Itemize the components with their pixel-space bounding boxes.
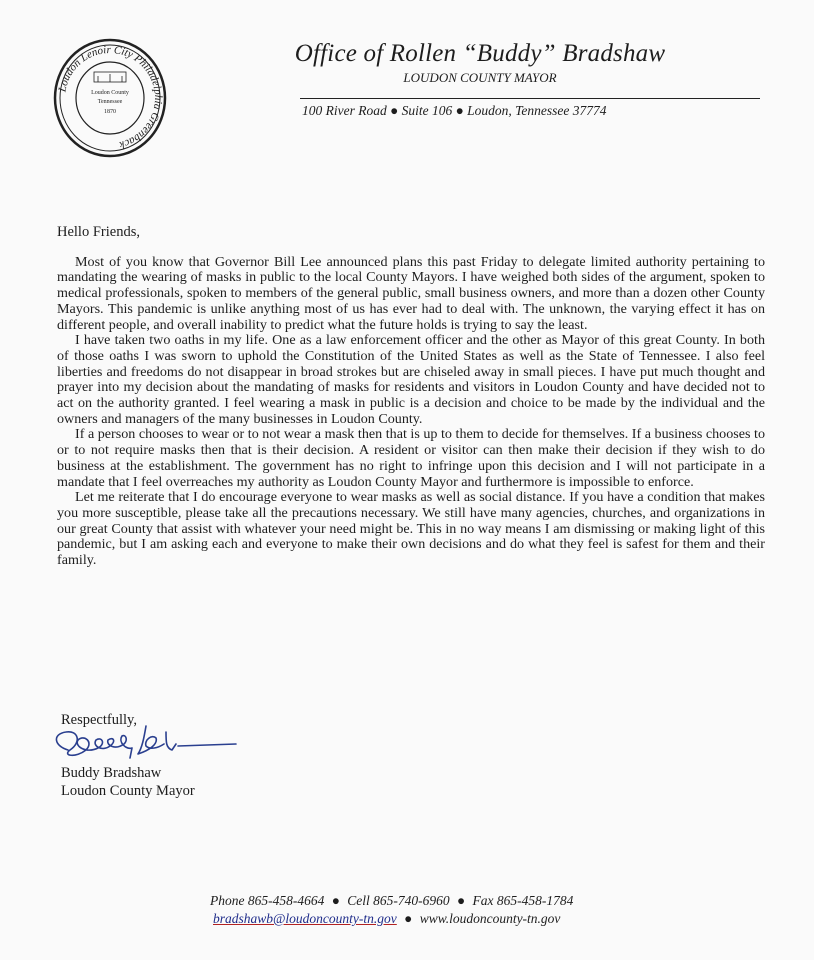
office-address: 100 River Road ● Suite 106 ● Loudon, Tennessee 37774 <box>302 103 607 118</box>
bullet-separator: ● <box>457 893 466 908</box>
email-link[interactable]: bradshawb@loudoncounty-tn.gov <box>213 911 397 926</box>
letter-paragraph-2: I have taken two oaths in my life. One as a law enforcement officer and the other as Mayor of this great County. In both of those oaths I was sworn to uphold the Constitution of the United States as well as the State of Tennessee. I also feel liberties and freedoms do not disappear in broad strokes but are chiseled away in small pieces. I have put much thought and prayer into my decision about the mandating of masks for residents and visitors in Loudon County and have decided not to act on the authority granted. I feel wearing a mask in public is a decision and choice to be made by the individual and the owners and managers of the many businesses in Loudon County. <box>57 332 765 427</box>
county-seal-logo <box>52 36 168 160</box>
letter-paragraph-1: Most of you know that Governor Bill Lee announced plans this past Friday to delegate limited authority pertaining to mandating the wearing of masks in public to the local County Mayors. I have weighed both sides of the argument, spoken to medical professionals, spoken to members of the general public, small business owners, and more than a dozen other County Mayors. This pandemic is unlike anything most of us has ever had to deal with. The unknown, the varying effect it has on different people, and overall inability to predict what the future holds is trying to say the least. <box>57 253 765 333</box>
footer-fax: Fax 865-458-1784 <box>472 893 574 908</box>
bullet-separator: ● <box>404 911 413 926</box>
header-divider <box>300 98 760 99</box>
seal-center-line-3: 1870 <box>104 109 116 115</box>
signer-title: Loudon County Mayor <box>61 783 195 799</box>
footer-contact-line <box>210 893 573 909</box>
website-link[interactable]: www.loudoncounty-tn.gov <box>419 911 561 926</box>
footer-links-line <box>213 911 560 927</box>
letter-paragraph-4: Let me reiterate that I do encourage everyone to wear masks as well as social distance. If you have a condition that makes you more susceptible, please take all the precautions necessary. We still have many agencies, churches, and organizations in our great County that assist with whatever your need might be. This in no way means I am dismissing or making light of this pandemic, but I am asking each and everyone to make their own decisions and do what they feel is safest for them and their family. <box>57 489 765 569</box>
office-title: Office of Rollen “Buddy” Bradshaw <box>294 40 666 67</box>
letter-paragraph-3: If a person chooses to wear or to not wear a mask then that is up to them to decide for themselves. If a business chooses to or to not require masks then that is their decision. A resident or visitor can then make their decision if they wish to do business at the establishment. The government has no right to infringe upon this decision and I will not participate in a mandate that I feel overreaches my authority as Loudon County Mayor and furthermore is impossible to enforce. <box>57 426 765 490</box>
seal-ring-text: Loudon Lenoir City Philadelphia Greenback <box>56 43 165 151</box>
seal-center-line-1: Loudon County <box>91 90 129 96</box>
handwritten-signature <box>46 720 246 766</box>
letter-greeting: Hello Friends, <box>57 224 140 240</box>
footer-cell: Cell 865-740-6960 <box>347 893 450 908</box>
office-subtitle: LOUDON COUNTY MAYOR <box>403 70 557 85</box>
footer-phone: Phone 865-458-4664 <box>210 893 325 908</box>
letter-closing: Respectfully, <box>61 712 137 728</box>
letter-body <box>57 225 765 569</box>
seal-center-line-2: Tennessee <box>97 99 123 105</box>
signer-name: Buddy Bradshaw <box>61 765 162 781</box>
svg-text:Loudon Lenoir City Philade <box>56 44 164 151</box>
bullet-separator: ● <box>331 893 340 908</box>
